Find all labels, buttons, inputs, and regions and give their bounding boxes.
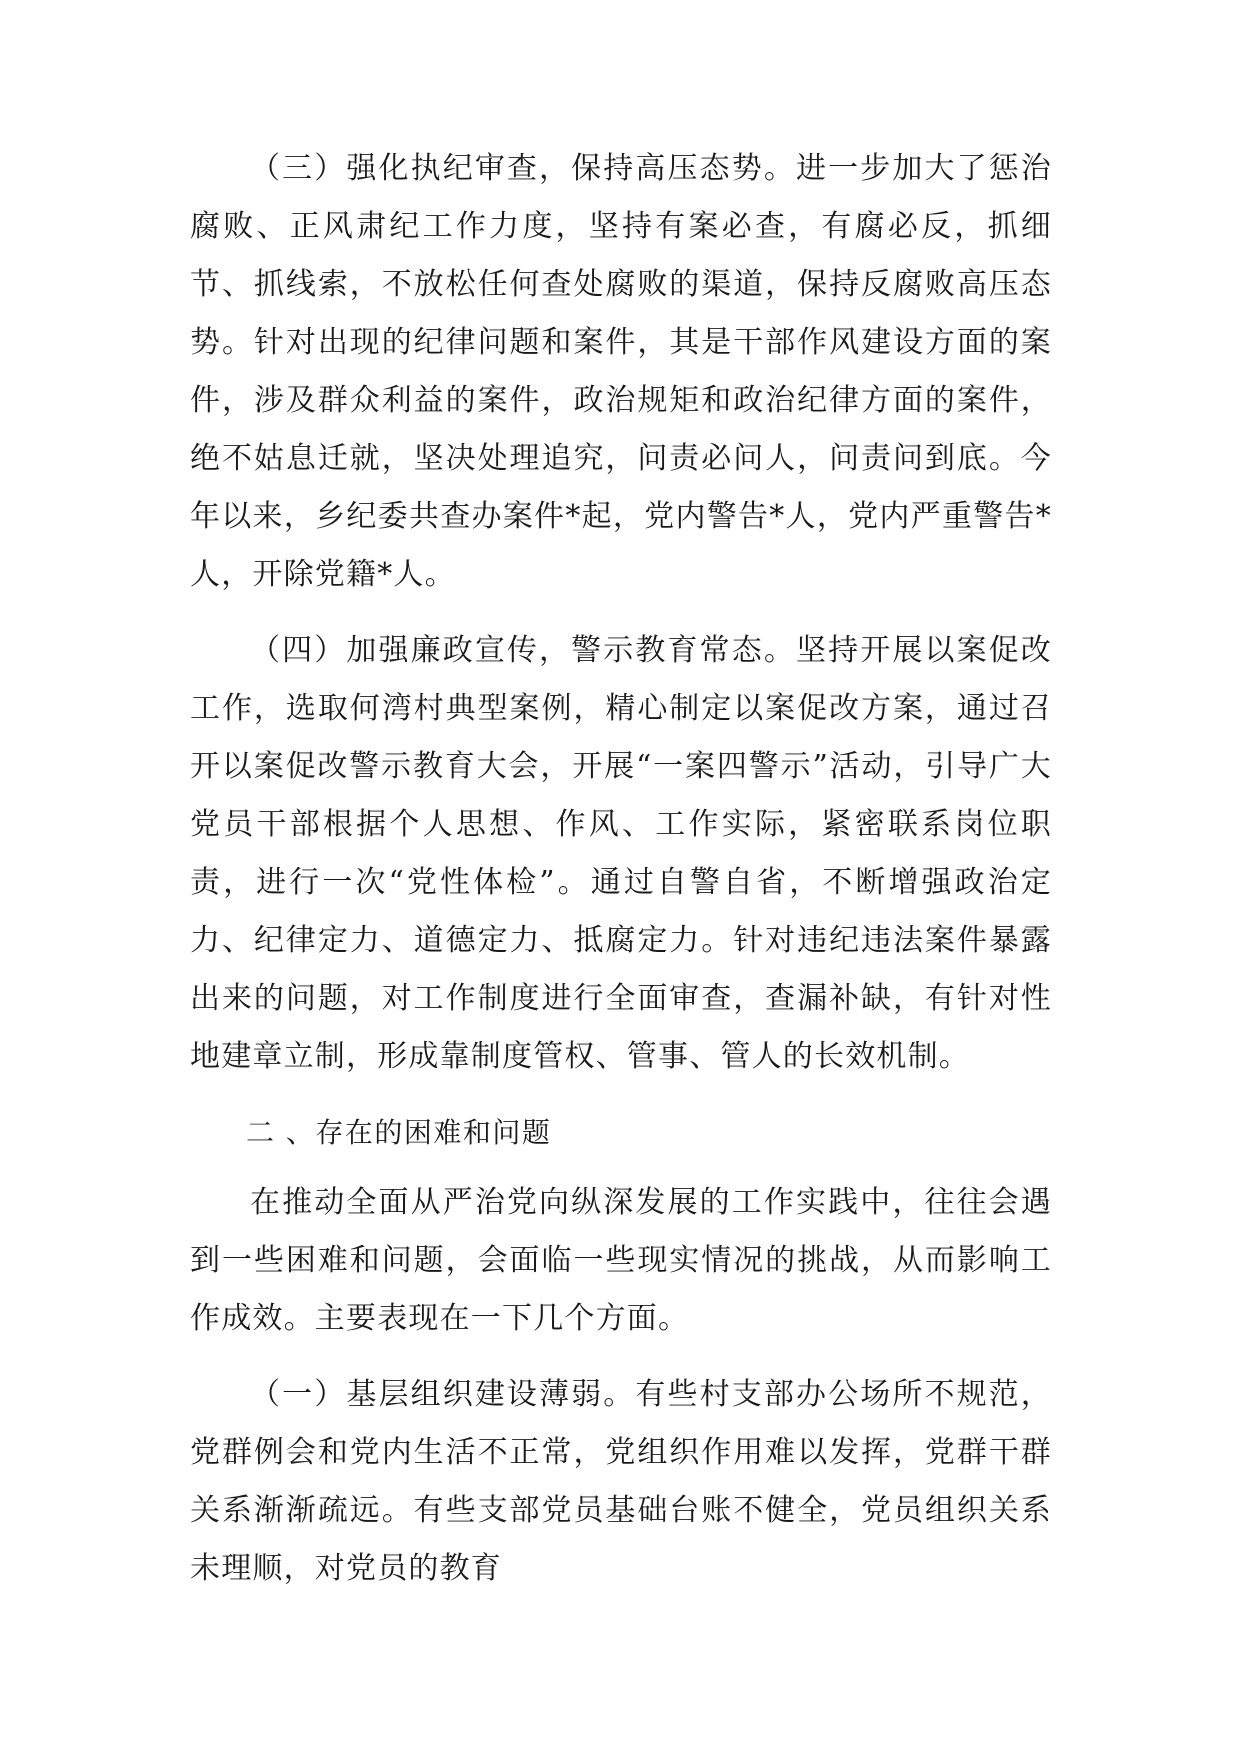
paragraph-difficulties-intro: 在推动全面从严治党向纵深发展的工作实践中，往往会遇到一些困难和问题，会面临一些现实情况的挑战，从而影响工作成效。主要表现在一下几个方面。: [190, 1185, 1052, 1336]
paragraph-integrity-publicity: （四）加强廉政宣传，警示教育常态。坚持开展以案促改工作，选取何湾村典型案例，精心制定以案促改方案，通过召开以案促改警示教育大会，开展“一案四警示”活动，引导广大党员干部根据个人思想、作风、工作实际，紧密联系岗位职责，进行一次“党性体检”。通过自警自省，不断增强政治定力、纪律定力、道德定力、抵腐定力。针对违纪违法案件暴露出来的问题，对工作制度进行全面审查，查漏补缺，有针对性地建章立制，形成靠制度管权、管事、管人的长效机制。: [190, 633, 1052, 1074]
paragraph-strengthen-discipline-review: （三）强化执纪审查，保持高压态势。进一步加大了惩治腐败、正风肃纪工作力度，坚持有案必查，有腐必反，抓细节、抓线索，不放松任何查处腐败的渠道，保持反腐败高压态势。针对出现的纪律问题和案件，其是干部作风建设方面的案件，涉及群众利益的案件，政治规矩和政治纪律方面的案件，绝不姑息迁就，坚决处理追究，问责必问人，问责问到底。今年以来，乡纪委共查办案件*起，党内警告*人，党内严重警告*人，开除党籍*人。: [190, 151, 1052, 592]
section-heading-difficulties: 二 、存在的困难和问题: [246, 1116, 552, 1149]
paragraph-grassroots-weak: （一）基层组织建设薄弱。有些村支部办公场所不规范，党群例会和党内生活不正常，党组织作用难以发挥，党群干群关系渐渐疏远。有些支部党员基础台账不健全，党员组织关系未理顺，对党员的教育: [190, 1377, 1052, 1586]
document-body: [190, 140, 1052, 1598]
